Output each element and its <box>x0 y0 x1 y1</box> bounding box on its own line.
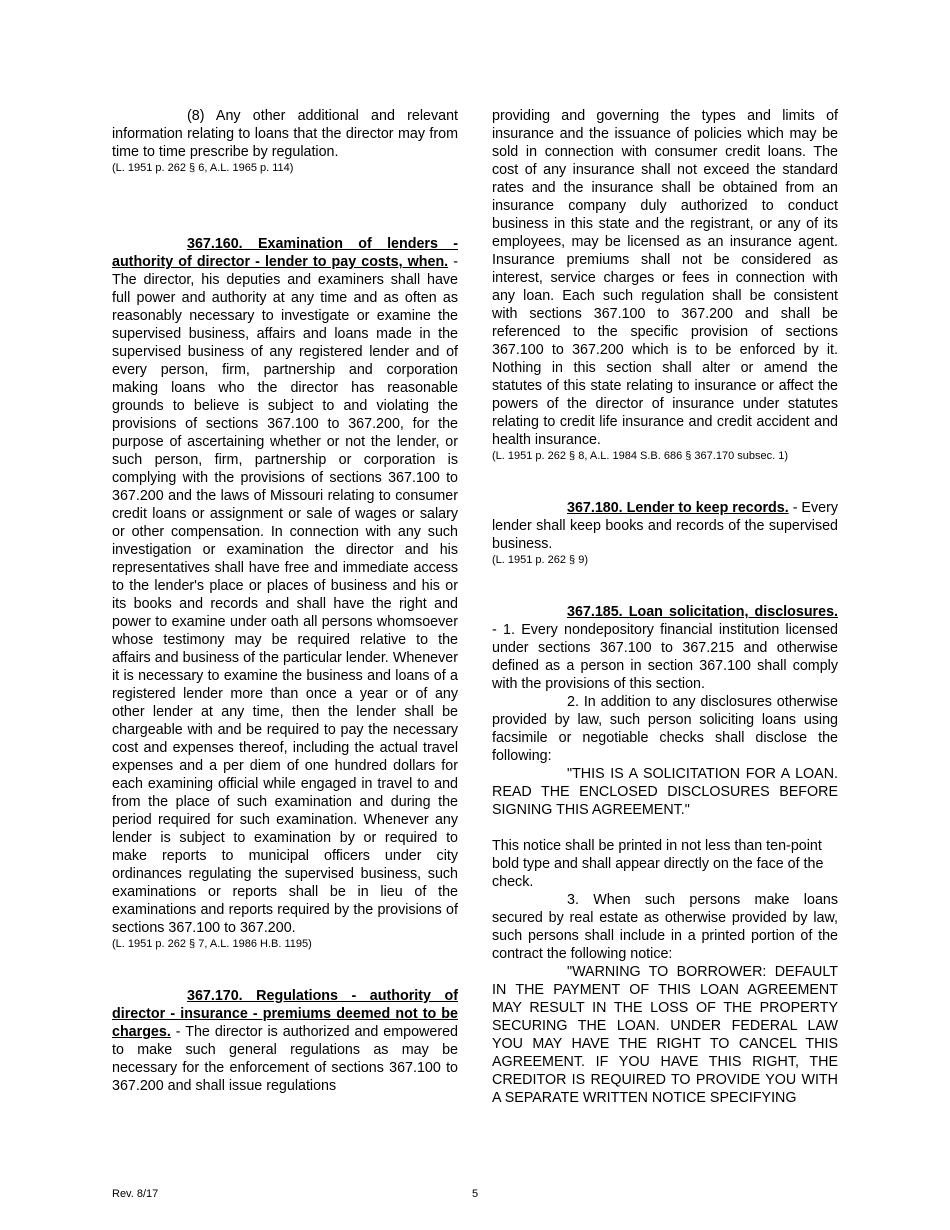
section-367-160 <box>112 235 458 937</box>
section-367-185-notice: This notice shall be printed in not less than ten-point bold type and shall appear directly on the face of the check. <box>492 838 824 890</box>
section-367-170-heading: 367.170. Regulations - authority of director - insurance - premiums deemed not to be charges. <box>112 988 458 1040</box>
section-367-160-history: (L. 1951 p. 262 § 7, A.L. 1986 H.B. 1195) <box>112 938 312 950</box>
left-column <box>112 107 458 1095</box>
section-367-185-p2: 2. In addition to any disclosures otherwise provided by law, such person soliciting loans using facsimile or negotiable checks shall disclose the following: <box>492 694 838 764</box>
section-367-185 <box>492 603 838 693</box>
right-column <box>492 107 838 1107</box>
section-367-185-p1: - 1. Every nondepository financial institution licensed under sections 367.100 to 367.215 and otherwise defined as a person in section 367.100 shall comply with the provisions of this section. <box>492 622 838 692</box>
section-367-185-heading: 367.185. Loan solicitation, disclosures. <box>567 604 838 620</box>
item-8-text: (8) Any other additional and relevant information relating to loans that the director may from time to time prescribe by regulation. <box>112 108 458 160</box>
section-367-170 <box>112 987 458 1095</box>
footer-page-number: 5 <box>472 1188 479 1200</box>
section-367-185-quote-1: "THIS IS A SOLICITATION FOR A LOAN. READ THE ENCLOSED DISCLOSURES BEFORE SIGNING THIS AGREEMENT." <box>492 766 838 818</box>
section-367-170-continued: providing and governing the types and limits of insurance and the issuance of policies which may be sold in connection with consumer credit loans. The cost of any insurance shall not exceed the standard rates and the insurance shall be obtained from an insurance company duly authorized to conduct business in this state and the registrant, or any of its employees, may be licensed as an insurance agent. Insurance premiums shall not be considered as interest, service charges or fees in connection with any loan. Each such regulation shall be consistent with sections 367.100 to 367.200 and shall be referenced to the specific provision of sections 367.100 to 367.200 which is to be enforced by it. Nothing in this section shall alter or amend the statutes of this state relating to insurance or affect the powers of the director of insurance under statutes relating to credit life insurance and credit accident and health insurance. <box>492 108 838 448</box>
section-367-160-heading: 367.160. Examination of lenders - authority of director - lender to pay costs, when. <box>112 236 458 270</box>
section-367-180-body: - Every lender shall keep books and records of the supervised business. <box>492 500 838 552</box>
section-367-180-history: (L. 1951 p. 262 § 9) <box>492 554 589 566</box>
section-367-180 <box>492 499 838 553</box>
section-367-170-body: - The director is authorized and empowered to make such general regulations as may be necessary for the enforcement of sections 367.100 to 367.200 and shall issue regulations <box>112 1024 458 1094</box>
section-367-185-quote-2: "WARNING TO BORROWER: DEFAULT IN THE PAYMENT OF THIS LOAN AGREEMENT MAY RESULT IN THE LOSS OF THE PROPERTY SECURING THE LOAN. UNDER FEDERAL LAW YOU MAY HAVE THE RIGHT TO CANCEL THIS AGREEMENT. IF YOU HAVE THIS RIGHT, THE CREDITOR IS REQUIRED TO PROVIDE YOU WITH A SEPARATE WRITTEN NOTICE SPECIFYING <box>492 964 838 1106</box>
item-8-history: (L. 1951 p. 262 § 6, A.L. 1965 p. 114) <box>112 162 294 174</box>
section-367-170-history: (L. 1951 p. 262 § 8, A.L. 1984 S.B. 686 § 367.170 subsec. 1) <box>492 450 788 462</box>
section-367-185-p3: 3. When such persons make loans secured by real estate as otherwise provided by law, such persons shall include in a printed portion of the contract the following notice: <box>492 892 838 962</box>
footer-revision: Rev. 8/17 <box>112 1188 159 1200</box>
section-367-180-heading: 367.180. Lender to keep records. <box>567 500 789 516</box>
section-367-160-body: - The director, his deputies and examiners shall have full power and authority at any time and as often as reasonably necessary to investigate or examine the supervised business, affairs and loans made in the supervised business of any registered lender and of every person, firm, partnership and corporation making loans who the director has reasonable grounds to believe is subject to and violating the provisions of sections 367.100 to 367.200, for the purpose of ascertaining whether or not the lender, or such person, firm, partnership or corporation is complying with the provisions of sections 367.100 to 367.200 and the laws of Missouri relating to consumer credit loans or assignment or sale of wages or salary or other compensation. In connection with any such investigation or examination the director and his representatives shall have free and immediate access to the lender's place or places of business and his or its books and records and shall have the right and power to examine under oath all persons whomsoever whose testimony may be required relative to the affairs and business of the particular lender. Whenever it is necessary to examine the business and loans of a registered lender more than once a year or of any other lender at any time, then the lender shall be chargeable with and be required to pay the necessary cost and expenses thereof, including the actual travel expenses and a per diem of one hundred dollars for each examining official while engaged in travel to and from the place of such examination and during the period required for such examination. Whenever any lender is subject to examination by or required to make reports to municipal officers under city ordinances regulating the supervised business, such examinations or reports shall be in lieu of the examinations and reports required by the provisions of sections 367.100 to 367.200. <box>112 254 458 936</box>
